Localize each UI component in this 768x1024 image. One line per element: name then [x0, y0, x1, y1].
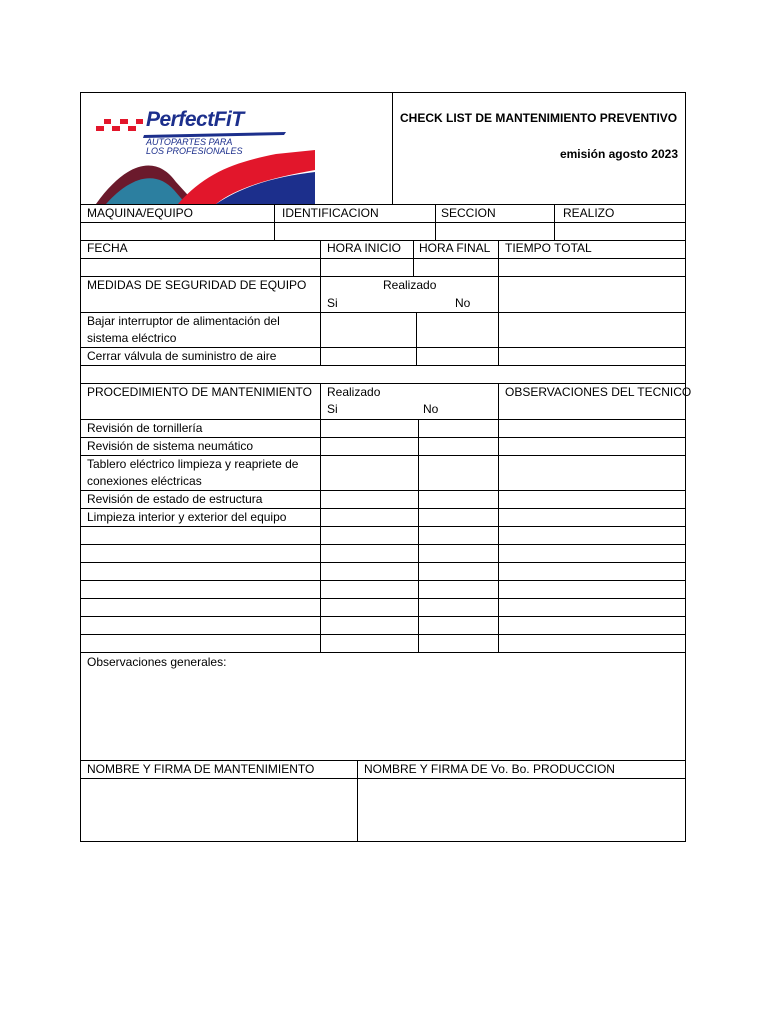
firma-produccion-vobo: Vo. Bo. [490, 762, 530, 776]
identificacion-label: IDENTIFICACION [282, 206, 379, 220]
company-logo [86, 92, 315, 204]
procedure-item-4: Revisión de estado de estructura [87, 492, 263, 506]
checklist-form [80, 92, 692, 842]
safety-item-1: Bajar interruptor de alimentación del [87, 314, 280, 328]
fecha-field[interactable] [81, 259, 320, 276]
tiempo-total-label: TIEMPO TOTAL [505, 241, 592, 255]
procedure-realizado: Realizado [327, 385, 381, 399]
procedure-heading: PROCEDIMIENTO DE MANTENIMIENTO [87, 385, 312, 399]
firma-produccion-field[interactable] [358, 779, 685, 841]
safety-heading: MEDIDAS DE SEGURIDAD DE EQUIPO [87, 278, 307, 292]
brand-name: PerfectFiT [146, 108, 244, 131]
brand-tagline-1: AUTOPARTES PARA [146, 137, 233, 147]
safety-si: Si [327, 296, 338, 310]
firma-mantenimiento-label: NOMBRE Y FIRMA DE MANTENIMIENTO [87, 762, 315, 776]
observaciones-generales-label: Observaciones generales: [87, 655, 227, 669]
safety-item-1-cont: sistema eléctrico [87, 331, 177, 345]
safety-realizado: Realizado [383, 278, 437, 292]
safety-item-1-no-cell[interactable] [417, 313, 498, 347]
procedure-si: Si [327, 402, 338, 416]
firma-produccion-suffix: PRODUCCION [529, 762, 615, 776]
procedure-item-2: Revisión de sistema neumático [87, 439, 254, 453]
realizo-label: REALIZO [563, 206, 615, 220]
maquina-label: MAQUINA/EQUIPO [87, 206, 194, 220]
form-title: CHECK LIST DE MANTENIMIENTO PREVENTIVO [400, 111, 678, 125]
safety-item-2-si-cell[interactable] [321, 348, 416, 365]
maquina-field[interactable] [81, 223, 274, 240]
emission-date: emisión agosto 2023 [559, 147, 678, 161]
firma-produccion-prefix: NOMBRE Y FIRMA DE [364, 762, 491, 776]
identificacion-field[interactable] [275, 223, 435, 240]
safety-item-1-si-cell[interactable] [321, 313, 416, 347]
observaciones-tecnico-heading: OBSERVACIONES DEL TECNICO [505, 385, 692, 399]
observaciones-generales-field[interactable] [81, 672, 685, 760]
safety-item-2: Cerrar válvula de suministro de aire [87, 349, 277, 363]
procedure-item-5: Limpieza interior y exterior del equipo [87, 510, 287, 524]
procedure-no: No [423, 402, 439, 416]
procedure-item-1: Revisión de tornillería [87, 421, 203, 435]
tiempo-total-field[interactable] [499, 259, 685, 276]
hora-inicio-label: HORA INICIO [327, 241, 402, 255]
brand-tagline-2: LOS PROFESIONALES [146, 146, 243, 156]
procedure-item-3: Tablero eléctrico limpieza y reapriete de [87, 457, 299, 471]
firma-produccion-label [364, 761, 615, 777]
safety-no: No [455, 296, 471, 310]
hora-inicio-field[interactable] [321, 259, 413, 276]
hora-final-field[interactable] [414, 259, 498, 276]
seccion-field[interactable] [436, 223, 554, 240]
procedure-item-3-cont: conexiones eléctricas [87, 474, 202, 488]
firma-mantenimiento-field[interactable] [81, 779, 357, 841]
safety-item-2-no-cell[interactable] [417, 348, 498, 365]
seccion-label: SECCION [441, 206, 496, 220]
realizo-field[interactable] [555, 223, 685, 240]
hora-final-label: HORA FINAL [419, 241, 491, 255]
fecha-label: FECHA [87, 241, 128, 255]
